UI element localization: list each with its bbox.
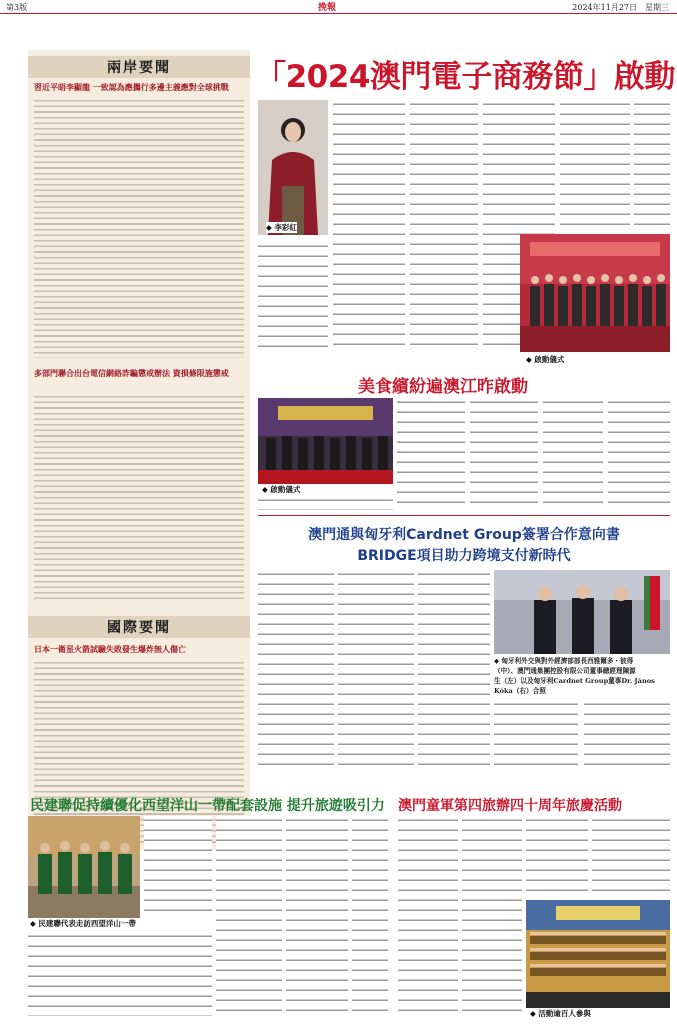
sidebar-headline: 日本一衛星火箭試驗失敗發生爆炸無人傷亡 [34,644,186,654]
article-text [258,496,393,510]
article-text [543,398,603,510]
article-text [494,700,578,768]
photo-caption: ◆ 啟動儀式 [526,355,565,364]
article-text [216,816,282,1016]
news-sidebar [28,50,250,850]
headline-food-festival: 美食繽紛遍澳江昨啟動 [358,377,528,397]
article-text [418,570,490,768]
photo-scout-group [526,900,670,1008]
article-text [608,398,670,510]
photo-caption: ◆ 活動逾百人參與 [530,1009,591,1018]
headline-cardnet-line2: BRIDGE項目助力跨境支付新時代 [357,548,571,564]
sidebar-article-body [34,96,244,358]
section-title-cross-strait: 兩岸要聞 [28,56,250,78]
article-text [470,398,538,510]
issue-date: 2024年11月27日 星期三 [572,3,669,12]
photo-signing-group [494,570,670,654]
photo-caption: ◆ 李彩紅 [266,223,297,232]
article-text [410,100,478,350]
sidebar-headline: 多部門聯合出台電信網絡詐騙懲戒辦法 資損條限施懲戒 [34,368,229,378]
article-text [584,700,670,768]
sidebar-article-body [34,392,244,600]
headline-scout-anniversary: 澳門童軍第四旅辦四十周年旅慶活動 [398,798,622,814]
article-text [333,100,405,350]
photo-launch-ceremony [520,234,670,352]
sidebar-headline: 習近平晤李顯龍 一致認為應攜行多邊主義應對全球挑戰 [34,82,229,92]
photo-food-ceremony [258,398,393,484]
article-text [338,570,414,768]
article-text [286,816,348,1016]
article-text [526,816,588,898]
photo-caption: ◆ 匈牙利外交與對外經濟部部長西雅爾多・彼得 （中）、澳門通集團控股有限公司董事總經理陳源 生（左）以及匈牙利Cardnet Group董事Dr. János Kóka（右）合照 [494,657,655,695]
article-text [352,816,388,1016]
page-header [0,0,677,14]
article-text [397,398,465,510]
headline-cardnet-line1: 澳門通與匈牙利Cardnet Group簽署合作意向書 [308,527,620,543]
photo-dab-visit [28,816,140,918]
article-text [634,100,670,230]
photo-speaker [258,100,328,235]
article-text [144,816,212,916]
article-text [462,816,522,1016]
page-number: 第3版 [6,3,28,12]
photo-caption: ◆ 啟動儀式 [262,485,301,494]
article-text [560,100,630,230]
newspaper-logo: 挽報 [318,3,337,13]
article-text [258,570,334,768]
headline-dab-hillside: 民建聯促持續優化西望洋山一帶配套設施 提升旅遊吸引力 [30,798,385,814]
article-text [398,816,458,1016]
article-divider [258,515,670,516]
section-title-international: 國際要聞 [28,616,250,638]
article-text [28,932,212,1016]
headline-ecommerce-festival: 「2024澳門電子商務節」啟動 [255,58,675,95]
photo-caption: ◆ 民建聯代表走訪西望洋山一帶 [30,919,136,928]
article-text [592,816,670,898]
article-text [258,242,328,354]
